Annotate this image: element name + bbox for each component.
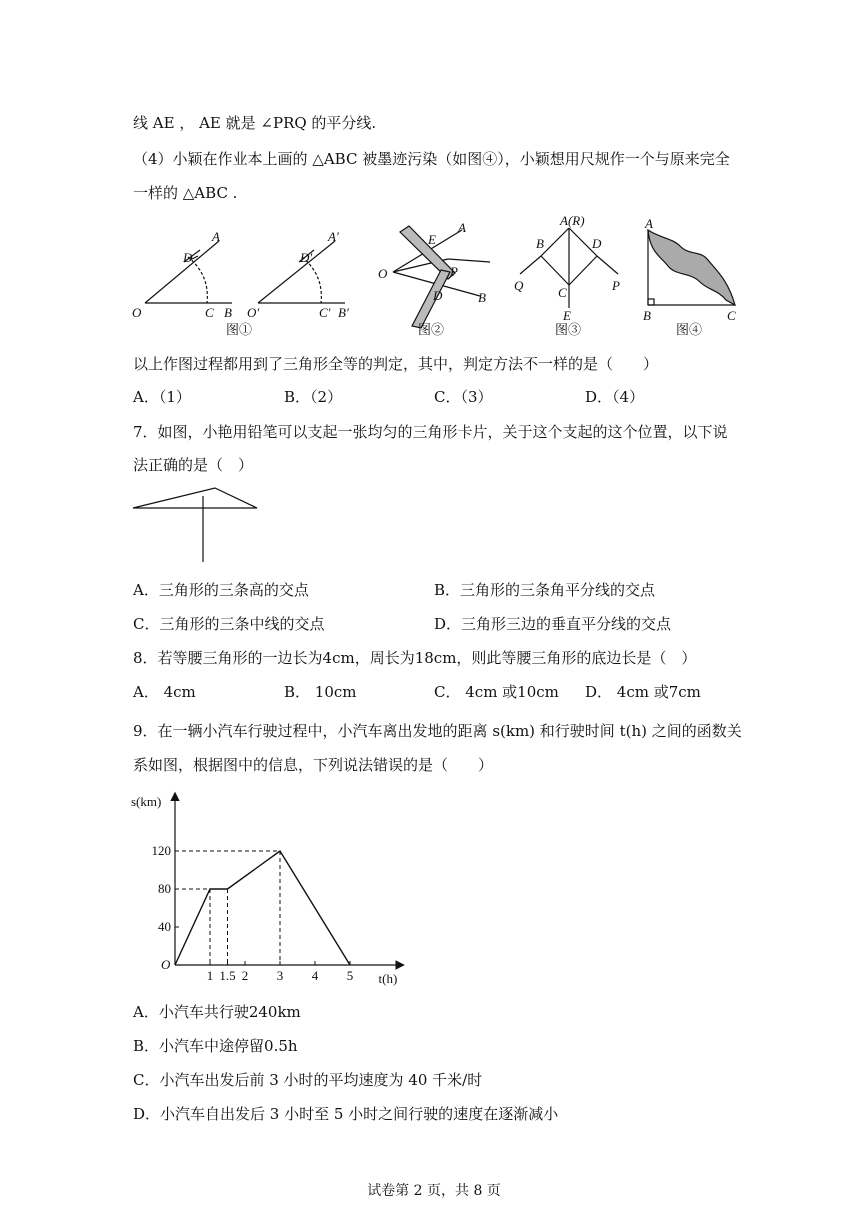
origin-label: O: [161, 957, 171, 972]
y-axis-label: s(km): [131, 794, 162, 809]
label-e-4: E: [563, 308, 571, 323]
q8-option-c: C． 4cm 或10cm: [434, 683, 559, 701]
q9-line2: 系如图，根据图中的信息，下列说法错误的是（ ）: [133, 756, 494, 774]
label-e-3: E: [428, 232, 436, 247]
figure-5: [648, 230, 735, 305]
q6-option-d: D．（4）: [585, 388, 645, 406]
label-c-prime: C′: [319, 305, 331, 320]
label-b: B: [224, 305, 232, 320]
q8-option-a: A． 4cm: [133, 683, 196, 701]
label-a: A: [212, 229, 220, 244]
figure-3: [393, 226, 490, 328]
label-ar: A(R): [560, 213, 585, 228]
q8-option-d: D． 4cm 或7cm: [585, 683, 701, 701]
q7-option-c: C．三角形的三条中线的交点: [133, 615, 325, 633]
q9-option-c: C．小汽车出发后前 3 小时的平均速度为 40 千米/时: [133, 1071, 483, 1089]
q6-line2: （4）小颖在作业本上画的 △ABC 被墨迹污染（如图④），小颖想用尺规作一个与原来完全: [133, 150, 730, 168]
caption-fig2: 图②: [418, 322, 445, 337]
caption-fig4: 图④: [676, 322, 703, 337]
label-o-3: O: [378, 266, 388, 281]
label-d-prime: D′: [300, 250, 313, 265]
x-axis-label: t(h): [378, 971, 398, 986]
label-b-3: B: [478, 290, 486, 305]
series-line: [175, 851, 350, 965]
q9-option-d: D．小汽车自出发后 3 小时至 5 小时之间行驶的速度在逐渐减小: [133, 1105, 559, 1123]
y-tick-label: 40: [158, 919, 171, 934]
label-a-3: A: [458, 220, 466, 235]
page-footer: 试卷第 2 页，共 8 页: [367, 1183, 501, 1199]
label-o: O: [132, 305, 142, 320]
q6-option-c: C．（3）: [434, 388, 493, 406]
q6-stem: 以上作图过程都用到了三角形全等的判定，其中，判定方法不一样的是（ ）: [133, 355, 659, 373]
q9-chart: [125, 785, 425, 995]
q6-line3: 一样的 △ABC .: [133, 184, 238, 202]
q6-line1: 线 AE ， AE 就是 ∠PRQ 的平分线.: [133, 114, 377, 132]
label-q-4: Q: [514, 278, 524, 293]
q7-line2: 法正确的是（ ）: [133, 456, 254, 474]
label-d: D: [183, 250, 193, 265]
label-d-4: D: [592, 236, 602, 251]
label-a-5: A: [645, 216, 653, 231]
q7-option-d: D．三角形三边的垂直平分线的交点: [434, 615, 672, 633]
q7-option-b: B．三角形的三条角平分线的交点: [434, 581, 656, 599]
label-b-4: B: [536, 236, 544, 251]
q9-line1: 9．在一辆小汽车行驶过程中，小汽车离出发地的距离 s(km) 和行驶时间 t(h) 之间的函数关: [133, 722, 742, 740]
x-tick-label: 2: [241, 968, 249, 983]
x-tick-label: 5: [346, 968, 354, 983]
label-o-prime: O′: [247, 305, 260, 320]
label-b-5: B: [643, 308, 651, 323]
caption-fig3: 图③: [555, 322, 582, 337]
q6-option-a: A．（1）: [133, 388, 191, 406]
x-tick-label: 3: [276, 968, 284, 983]
q7-option-a: A．三角形的三条高的交点: [133, 581, 309, 599]
label-p-3: P: [450, 264, 458, 279]
q8-line1: 8．若等腰三角形的一边长为4cm，周长为18cm，则此等腰三角形的底边长是（ ）: [133, 649, 697, 667]
label-c-5: C: [727, 308, 736, 323]
label-d-3: D: [433, 288, 443, 303]
label-b-prime: B′: [338, 305, 349, 320]
caption-fig1: 图①: [226, 322, 253, 337]
q7-line1: 7．如图，小艳用铅笔可以支起一张均匀的三角形卡片，关于这个支起的这个位置，以下说: [133, 423, 728, 441]
y-tick-label: 120: [151, 843, 171, 858]
y-tick-label: 80: [158, 881, 171, 896]
label-c: C: [205, 305, 214, 320]
figure-4: [520, 228, 618, 308]
q9-option-a: A．小汽车共行驶240km: [133, 1003, 301, 1021]
label-c-4: C: [558, 285, 567, 300]
x-tick-label: 1: [206, 968, 214, 983]
label-a-prime: A′: [328, 229, 339, 244]
q8-option-b: B． 10cm: [284, 683, 357, 701]
q7-figure: [128, 482, 268, 572]
x-tick-label: 4: [311, 968, 319, 983]
x-tick-label: 1.5: [219, 968, 236, 983]
label-p-4: P: [612, 278, 620, 293]
q9-option-b: B．小汽车中途停留0.5h: [133, 1037, 298, 1055]
q6-figures: [0, 210, 868, 350]
q6-option-b: B．（2）: [284, 388, 343, 406]
